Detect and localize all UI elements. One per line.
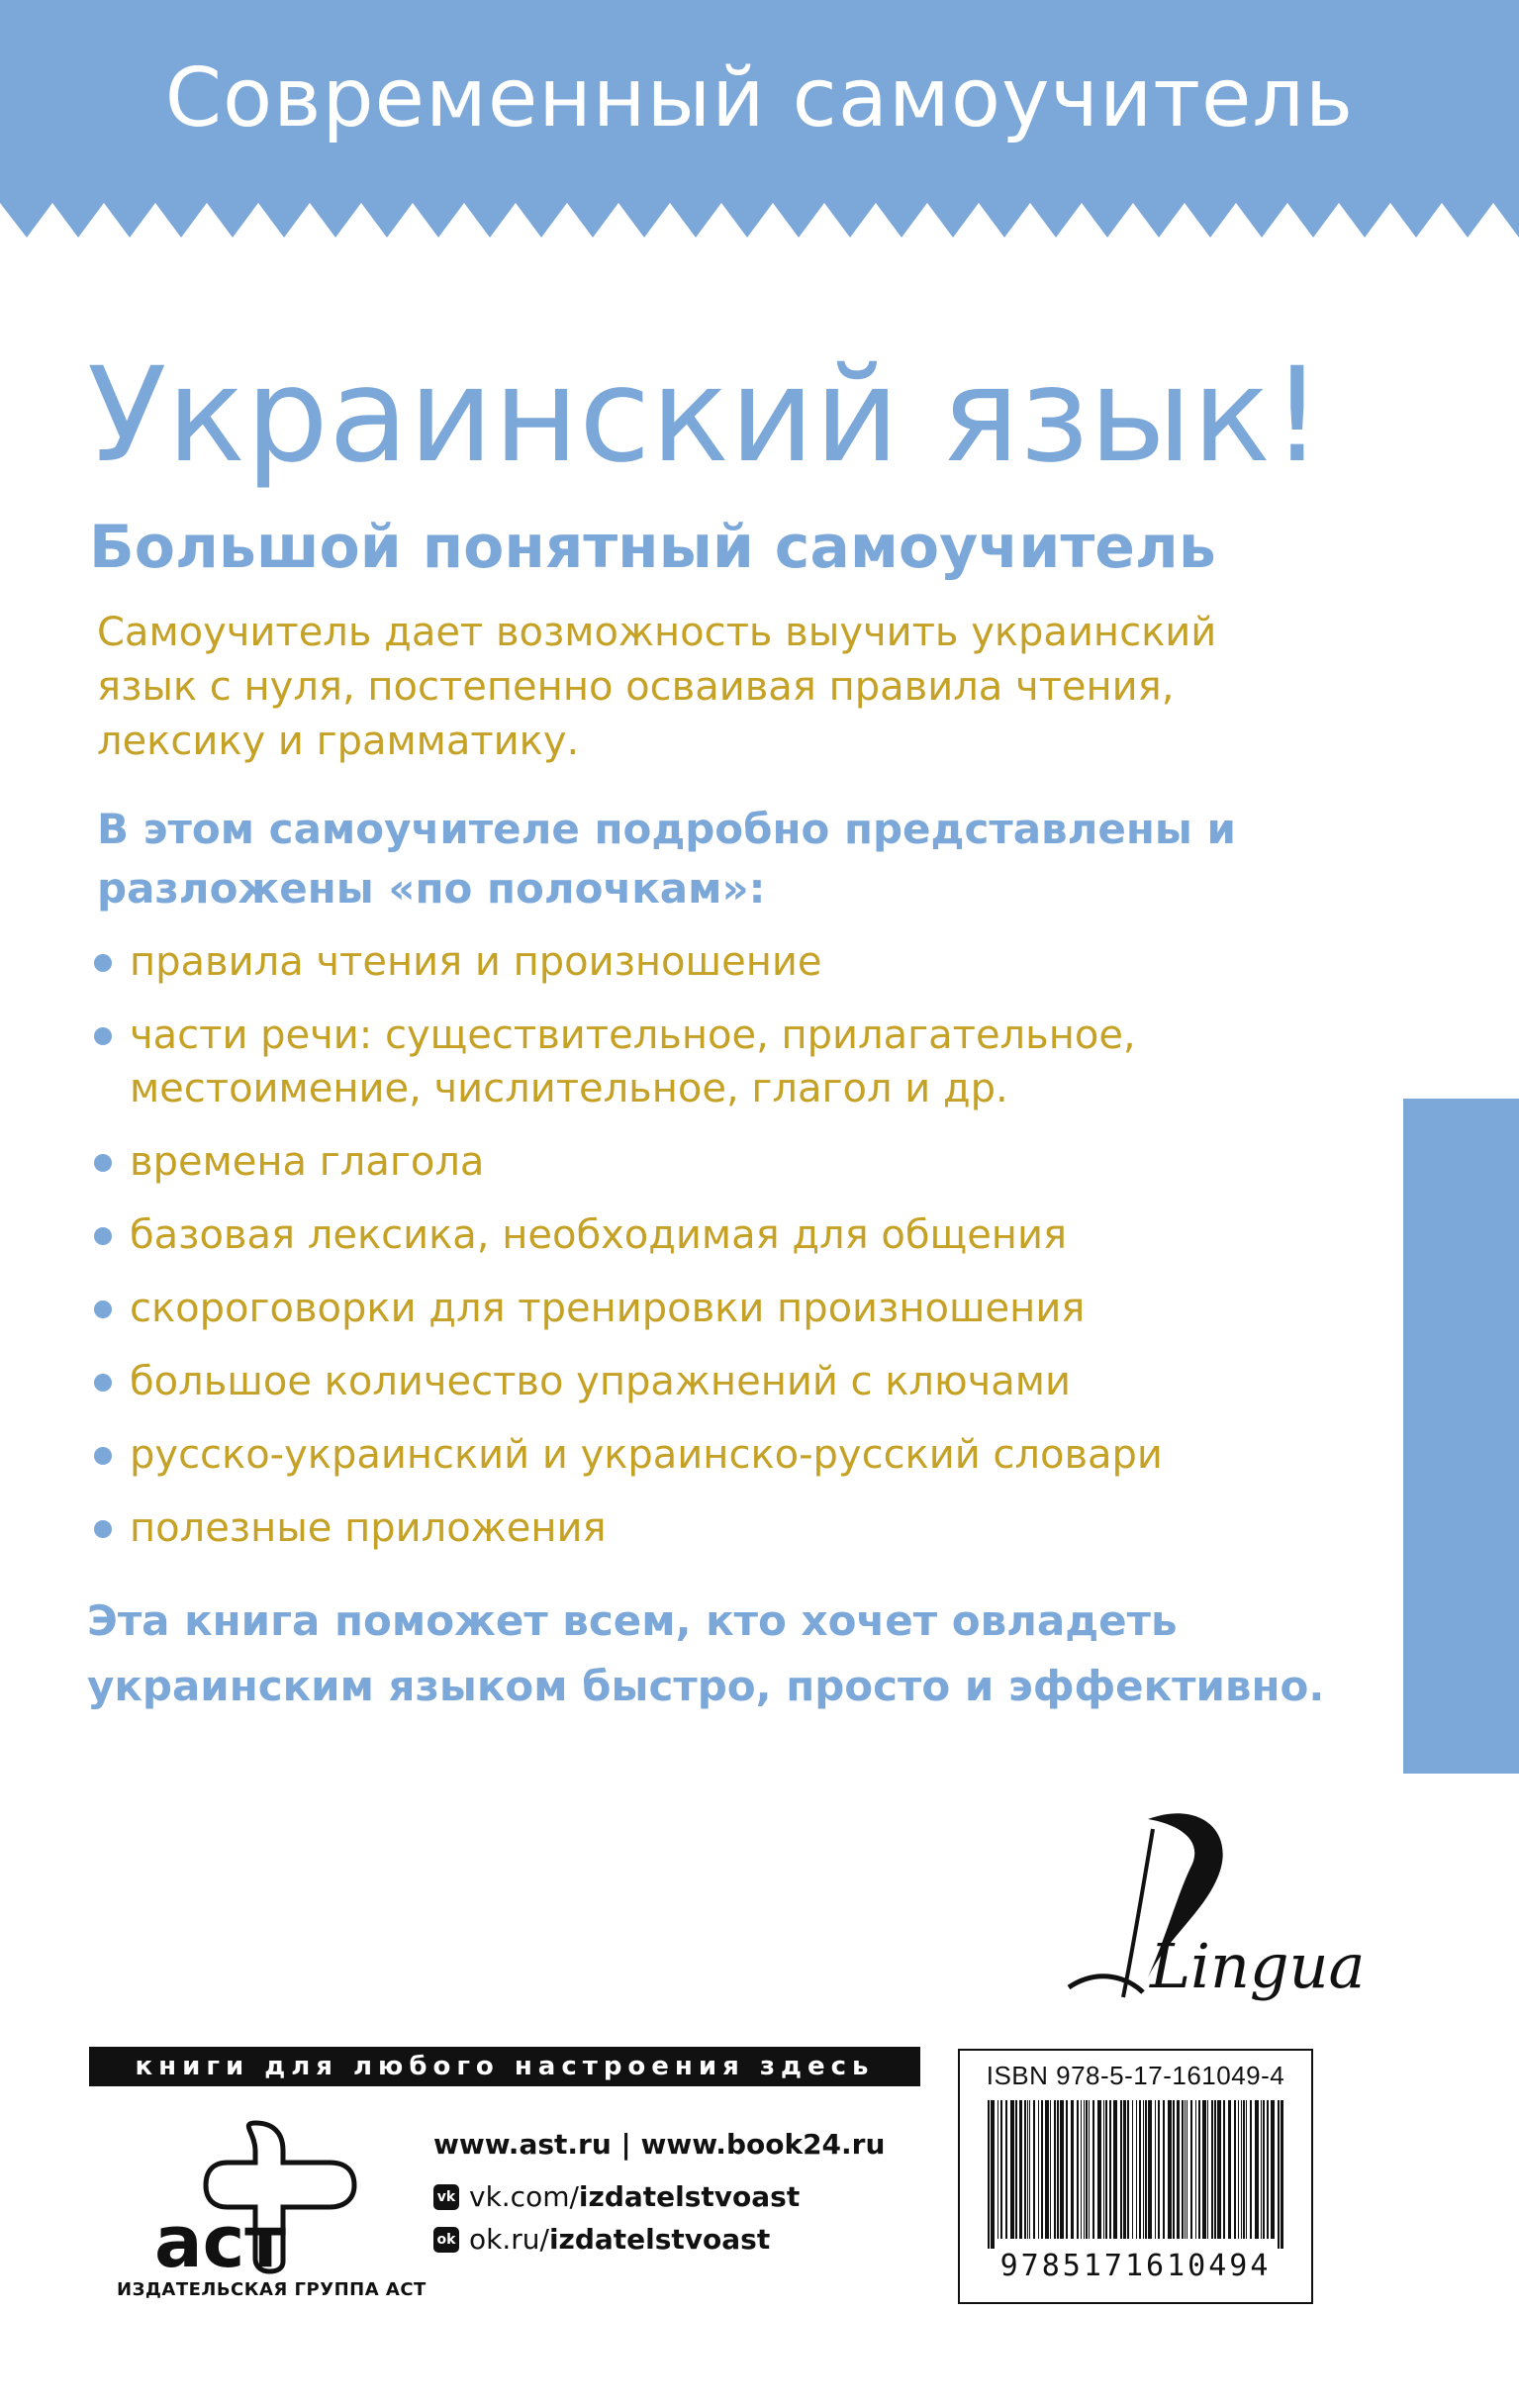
list-item xyxy=(94,1135,1361,1189)
barcode-bar xyxy=(1163,2100,1165,2239)
barcode-bar xyxy=(1195,2100,1196,2239)
barcode-bar xyxy=(997,2100,998,2239)
barcode-bar xyxy=(1120,2100,1122,2239)
barcode-bar xyxy=(1228,2100,1231,2239)
lingua-logo xyxy=(1029,1799,1366,2027)
barcode-bar xyxy=(1267,2100,1269,2239)
zigzag-band-shape xyxy=(0,0,1519,292)
intro-paragraph: Самоучитель дает возможность выучить украинский язык с нуля, постепенно осваивая правила чтения, лексику и грамматику. xyxy=(97,610,1217,764)
list-item xyxy=(94,1282,1361,1335)
feature-text: части речи: существительное, прилагательное, местоимение, числительное, глагол и др. xyxy=(130,1012,1136,1111)
bullet-icon xyxy=(94,1520,112,1538)
barcode-bar xyxy=(1084,2100,1085,2239)
barcode-bar xyxy=(1027,2100,1028,2239)
barcode-bar xyxy=(1214,2100,1216,2239)
ok-handle: izdatelstvoast xyxy=(548,2223,771,2256)
barcode-box xyxy=(958,2049,1313,2304)
barcode-bar xyxy=(1123,2100,1126,2239)
barcode-bar xyxy=(1243,2100,1245,2239)
barcode-bar xyxy=(1010,2100,1014,2239)
barcode-bar xyxy=(1038,2100,1039,2239)
barcode-bar xyxy=(1136,2100,1137,2239)
barcode-bar xyxy=(1278,2100,1280,2249)
bullet-icon xyxy=(94,1374,112,1392)
vk-handle: izdatelstvoast xyxy=(578,2180,801,2213)
barcode-bar xyxy=(1250,2100,1252,2239)
feature-text: правила чтения и произношение xyxy=(130,939,822,985)
closing-paragraph: Эта книга поможет всем, кто хочет овладеть украинским языком быстро, просто и эффективно. xyxy=(87,1596,1325,1710)
barcode-bar xyxy=(1024,2100,1026,2239)
barcode-bar xyxy=(1041,2100,1043,2239)
barcode-bar xyxy=(1097,2100,1101,2239)
bullet-icon xyxy=(94,1300,112,1318)
barcode-bar xyxy=(1263,2100,1265,2239)
barcode-bar xyxy=(988,2100,990,2249)
barcode-bar xyxy=(1246,2100,1247,2239)
list-item xyxy=(94,1355,1361,1408)
bullet-icon xyxy=(94,1027,112,1045)
list-item xyxy=(94,1208,1361,1262)
barcode-bar xyxy=(1223,2100,1225,2239)
barcode-bar xyxy=(1066,2100,1068,2239)
barcode-bar xyxy=(1000,2100,1002,2239)
barcode-bar xyxy=(1105,2100,1107,2239)
series-header-band xyxy=(0,0,1519,292)
ok-link[interactable] xyxy=(433,2223,885,2256)
features-lead: В этом самоучителе подробно представлены и разложены «по полочкам»: xyxy=(97,805,1236,913)
vk-icon: vk xyxy=(433,2184,459,2210)
barcode-bar xyxy=(1139,2100,1141,2239)
vk-link[interactable] xyxy=(433,2180,885,2213)
barcode-bar xyxy=(1019,2100,1022,2239)
barcode-bar xyxy=(1057,2100,1059,2239)
barcode-bar xyxy=(1155,2100,1156,2239)
barcode-bar xyxy=(1190,2100,1192,2239)
barcode-bar xyxy=(1045,2100,1049,2239)
barcode-bar xyxy=(1173,2100,1175,2239)
series-title: Современный самоучитель xyxy=(164,51,1355,145)
barcode-bar xyxy=(1113,2100,1117,2239)
barcode-bar xyxy=(1198,2100,1200,2239)
lingua-logo-text: Lingua xyxy=(1150,1930,1366,2002)
feature-text: русско-украинский и украинско-русский словари xyxy=(130,1432,1163,1478)
barcode-bar xyxy=(1109,2100,1111,2239)
list-item xyxy=(94,1501,1361,1555)
barcode-bar xyxy=(1029,2100,1030,2239)
publisher-name: ИЗДАТЕЛЬСКАЯ ГРУППА АСТ xyxy=(117,2279,427,2300)
list-item xyxy=(94,935,1361,989)
barcode-bar xyxy=(1015,2100,1017,2239)
barcode-bar xyxy=(1238,2100,1239,2239)
barcode-bar xyxy=(1234,2100,1236,2239)
bullet-icon xyxy=(94,954,112,972)
barcode-bar xyxy=(1177,2100,1180,2239)
book-subtitle: Большой понятный самоучитель xyxy=(89,513,1216,582)
barcode-bar xyxy=(1132,2100,1133,2239)
barcode-bar xyxy=(1148,2100,1152,2239)
barcode-bar xyxy=(1158,2100,1160,2239)
barcode-bar xyxy=(991,2100,995,2249)
bullet-icon xyxy=(94,1154,112,1172)
barcode-bar xyxy=(1033,2100,1035,2239)
web-links[interactable]: www.ast.ru | www.book24.ru xyxy=(433,2128,886,2161)
barcode-bar xyxy=(1077,2100,1079,2239)
feature-text: базовая лексика, необходимая для общения xyxy=(130,1212,1068,1258)
list-item xyxy=(94,1428,1361,1482)
barcode-bar xyxy=(1168,2100,1172,2239)
feature-text: времена глагола xyxy=(130,1139,485,1185)
barcode-bar xyxy=(1217,2100,1221,2239)
publisher-logo-text: аст xyxy=(154,2200,286,2276)
barcode-bar xyxy=(1261,2100,1262,2239)
ok-prefix: ok.ru/ xyxy=(469,2223,549,2256)
barcode-bar xyxy=(1185,2100,1186,2239)
isbn-text: ISBN 978-5-17-161049-4 xyxy=(986,2061,1285,2090)
bullet-icon xyxy=(94,1227,112,1245)
feature-text: большое количество упражнений с ключами xyxy=(130,1359,1071,1404)
list-item xyxy=(94,1009,1361,1115)
barcode-bar xyxy=(1211,2100,1213,2239)
slogan-bar: книги для любого настроения здесь xyxy=(89,2047,920,2086)
barcode-bar xyxy=(1281,2100,1283,2249)
ast-logo xyxy=(146,2118,364,2276)
barcode-bar xyxy=(1081,2100,1082,2239)
barcode-bar xyxy=(1182,2100,1184,2239)
barcode-bar xyxy=(1092,2100,1094,2239)
barcode-bar xyxy=(1145,2100,1147,2239)
barcode-bar xyxy=(1060,2100,1064,2239)
barcode-bar xyxy=(1103,2100,1104,2239)
barcode-bar xyxy=(1207,2100,1208,2239)
barcode-bar xyxy=(1089,2100,1090,2239)
barcode-bar xyxy=(1005,2100,1007,2239)
barcode-bar xyxy=(1143,2100,1144,2239)
side-tab-decoration xyxy=(1403,1099,1519,1774)
barcode-bar xyxy=(1050,2100,1051,2239)
barcode-bar xyxy=(1202,2100,1206,2239)
barcode-bar xyxy=(1127,2100,1129,2239)
feature-text: полезные приложения xyxy=(130,1505,607,1551)
barcode-bar xyxy=(1054,2100,1056,2239)
feature-list xyxy=(94,935,1361,1575)
barcode-bar xyxy=(1086,2100,1088,2239)
barcode-icon xyxy=(986,2100,1285,2249)
vk-prefix: vk.com/ xyxy=(469,2180,579,2213)
barcode-bar xyxy=(1271,2100,1275,2239)
barcode-bar xyxy=(1255,2100,1259,2239)
barcode-bar xyxy=(1071,2100,1074,2239)
footer-links xyxy=(433,2128,885,2256)
ok-icon: ok xyxy=(433,2227,459,2253)
feature-text: скороговорки для тренировки произношения xyxy=(130,1286,1086,1331)
book-title: Украинский язык! xyxy=(87,339,1324,492)
bullet-icon xyxy=(94,1447,112,1465)
barcode-bar xyxy=(1241,2100,1242,2239)
barcode-digits: 9785171610494 xyxy=(999,2249,1272,2283)
